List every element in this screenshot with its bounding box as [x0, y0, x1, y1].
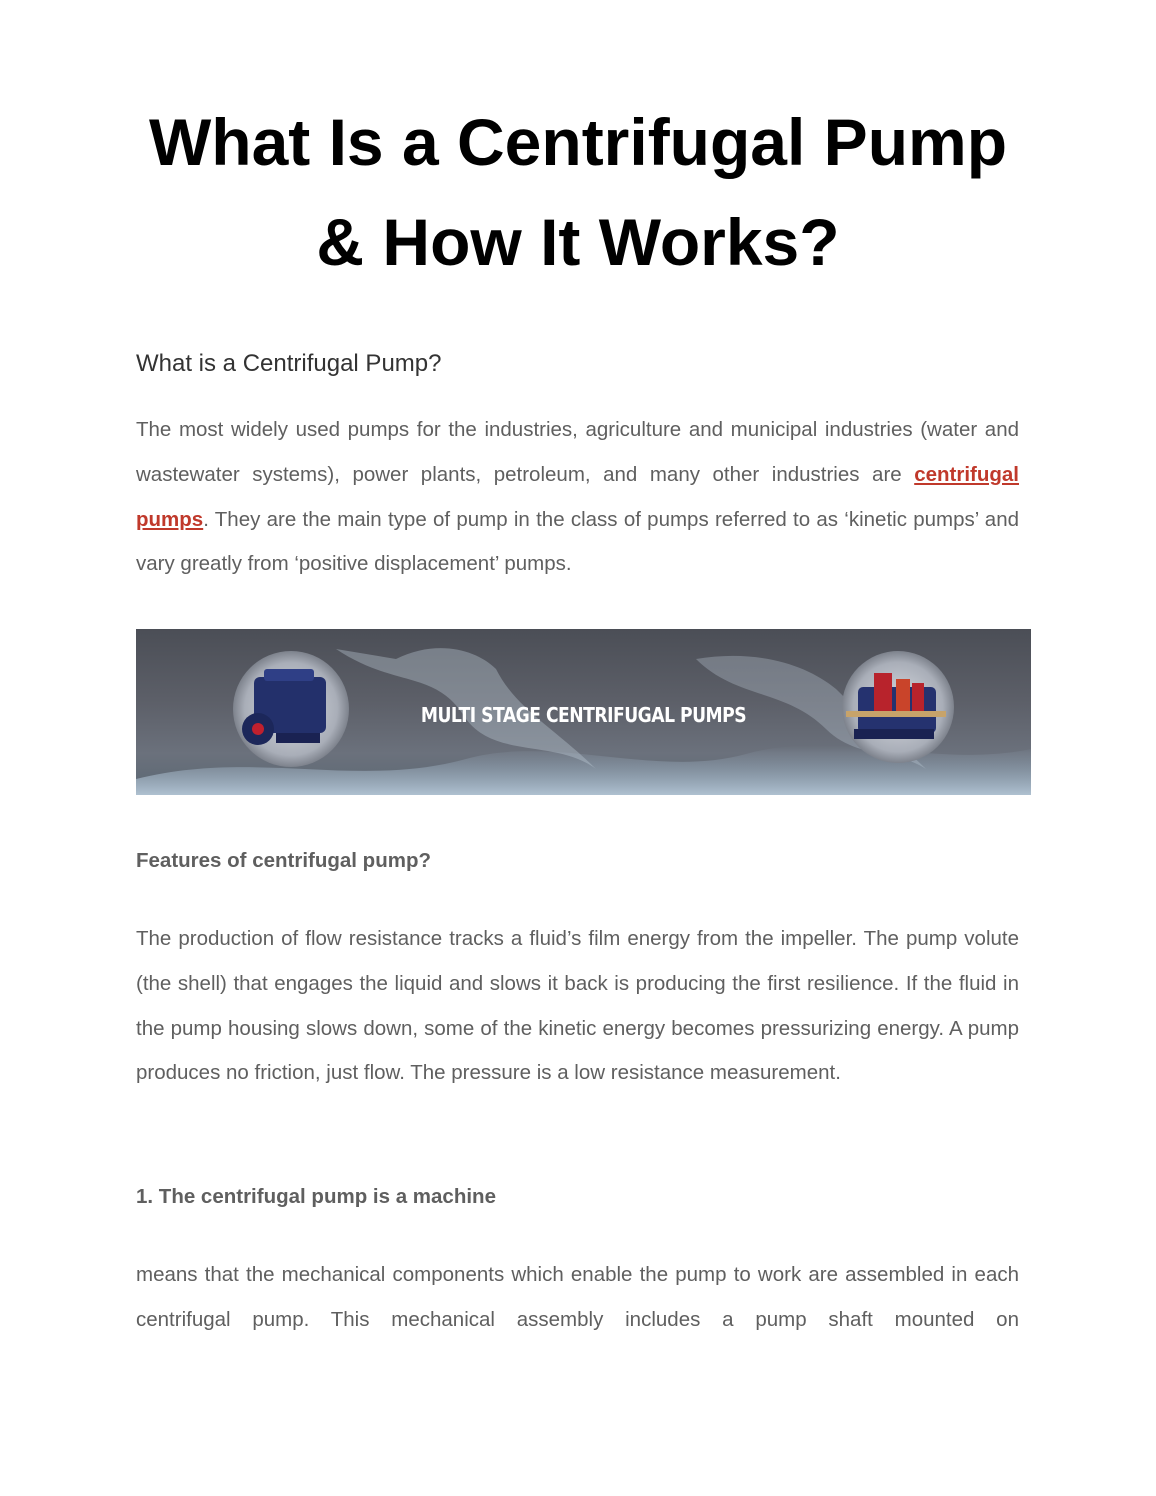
title-line-1: What Is a Centrifugal Pump — [148, 105, 1008, 179]
intro-text-end: . They are the main type of pump in the class of pumps referred to as ‘kinetic pumps’ and vary greatly from ‘positive displacement’ pumps. — [136, 507, 1019, 576]
intro-paragraph — [136, 408, 1019, 587]
centrifugal-pumps-link[interactable]: centrifugal pumps — [136, 462, 1019, 531]
multi-stage-pumps-banner — [136, 629, 1031, 795]
point-1-paragraph: means that the mechanical components which enable the pump to work are assembled in each centrifugal pump. This mechanical assembly includes a pump shaft mounted on — [136, 1263, 1019, 1331]
page-title — [0, 92, 1156, 292]
section-heading-what-is: What is a Centrifugal Pump? — [136, 350, 442, 377]
point-1-heading: 1. The centrifugal pump is a machine — [136, 1185, 496, 1208]
features-paragraph: The production of flow resistance tracks a fluid’s film energy from the impeller. The pump volute (the shell) that engages the liquid and slows it back is producing the first resilience. If the fluid in the pump housing slows down, some of the kinetic energy becomes pressurizing energy. A pump produces no friction, just flow. The pressure is a low resistance measurement. — [136, 927, 1019, 1085]
title-line-2: & How It Works? — [316, 205, 840, 279]
intro-text-start: The most widely used pumps for the industries, agriculture and municipal industries (water and wastewater systems), power plants, petroleum, and many other industries are — [136, 418, 1019, 486]
features-heading: Features of centrifugal pump? — [136, 849, 431, 872]
banner-caption: MULTI STAGE CENTRIFUGAL PUMPS — [420, 703, 747, 727]
